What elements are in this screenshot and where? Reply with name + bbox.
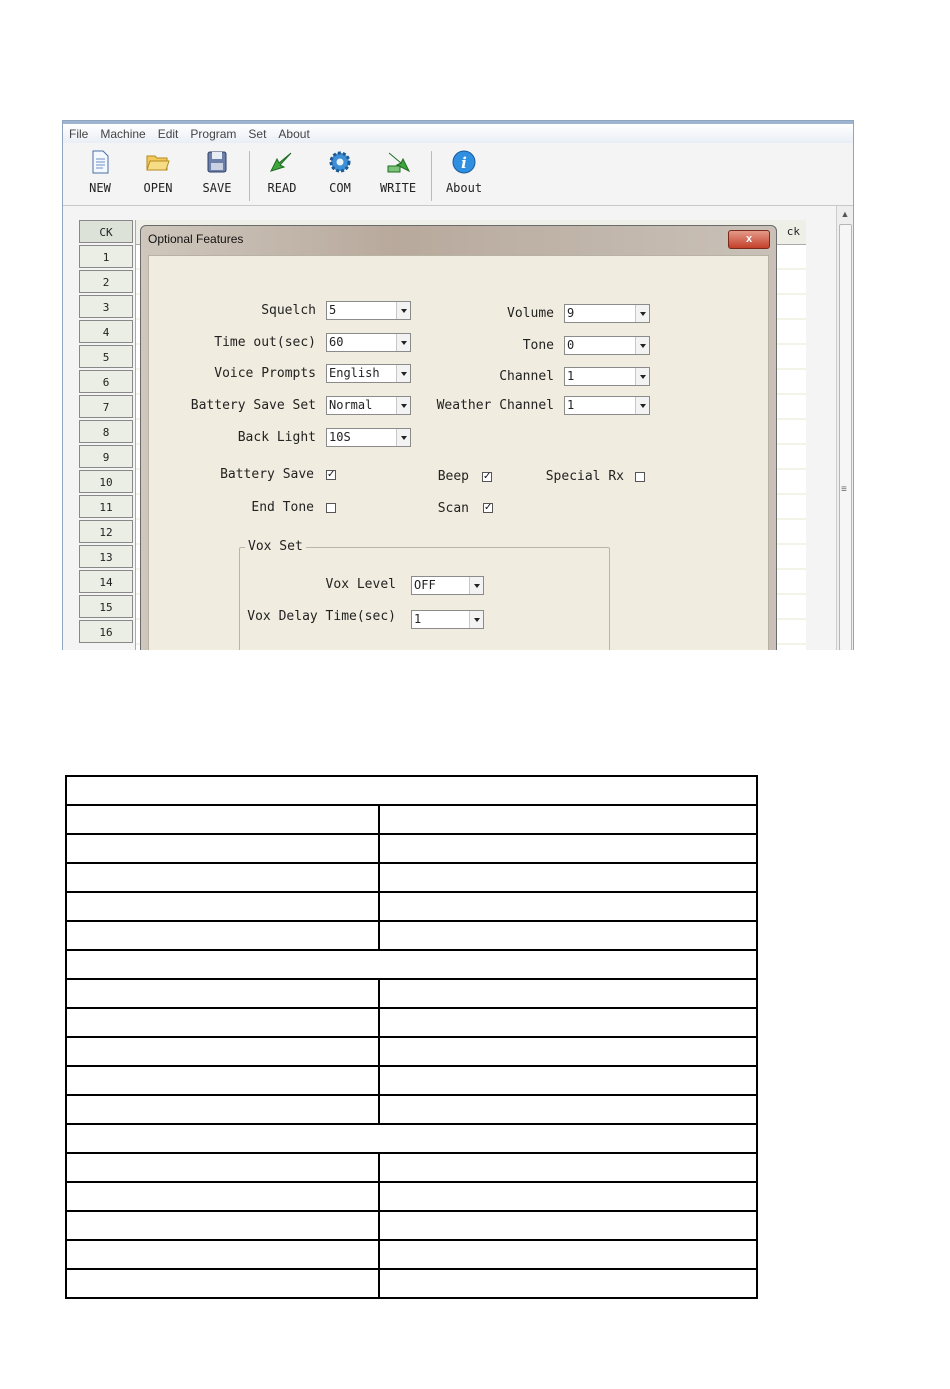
table-row <box>66 1153 757 1182</box>
tone-label: Tone <box>522 338 554 353</box>
new-button[interactable] <box>74 149 126 195</box>
table-cell <box>66 1124 757 1153</box>
chevron-down-icon[interactable] <box>635 337 649 354</box>
table-cell <box>66 1095 379 1124</box>
read-arrow-icon <box>269 149 295 175</box>
row-number[interactable]: 10 <box>79 470 133 493</box>
table-cell <box>66 921 379 950</box>
table-cell <box>379 1008 757 1037</box>
toolbar-separator <box>431 151 432 201</box>
table-cell <box>379 1269 757 1298</box>
table-section-row <box>66 950 757 979</box>
end-tone-label: End Tone <box>251 500 314 515</box>
vox-delay-value: 1 <box>414 612 422 626</box>
volume-select[interactable] <box>564 304 650 323</box>
voice-prompts-value: English <box>329 366 380 380</box>
chevron-down-icon[interactable] <box>635 397 649 414</box>
menu-file[interactable]: File <box>69 126 89 141</box>
table-cell <box>66 1008 379 1037</box>
battery-save-set-label: Battery Save Set <box>190 398 316 413</box>
tone-select[interactable] <box>564 336 650 355</box>
table-cell <box>379 1240 757 1269</box>
menu-machine[interactable]: Machine <box>100 126 146 141</box>
table-row <box>66 1037 757 1066</box>
save-button[interactable] <box>191 149 243 195</box>
save-disk-icon <box>204 149 230 175</box>
timeout-label: Time out(sec) <box>214 335 316 350</box>
chevron-down-icon[interactable] <box>635 305 649 322</box>
chevron-down-icon[interactable] <box>469 577 483 594</box>
back-light-label: Back Light <box>237 430 316 445</box>
channel-select[interactable] <box>564 367 650 386</box>
row-number-column <box>79 220 133 645</box>
chevron-down-icon[interactable] <box>469 611 483 628</box>
app-window <box>62 120 854 650</box>
vox-delay-label: Vox Delay Time(sec) <box>247 609 396 624</box>
battery-save-checkbox[interactable]: ✓ <box>327 469 336 480</box>
new-document-icon <box>87 149 113 175</box>
beep-label: Beep <box>437 469 469 484</box>
table-row <box>66 1182 757 1211</box>
voice-prompts-label: Voice Prompts <box>214 366 316 381</box>
table-row <box>66 1240 757 1269</box>
menu-about[interactable]: About <box>278 126 310 141</box>
table-cell <box>66 1211 379 1240</box>
table-row <box>66 1095 757 1124</box>
menu-set[interactable]: Set <box>248 126 267 141</box>
dialog-body <box>148 255 769 650</box>
squelch-value: 5 <box>329 303 337 317</box>
about-label: About <box>445 181 483 195</box>
chevron-down-icon[interactable] <box>396 334 410 351</box>
table-row <box>66 1269 757 1298</box>
vox-level-value: OFF <box>414 578 436 592</box>
row-number[interactable]: 4 <box>79 320 133 343</box>
table-cell <box>379 1153 757 1182</box>
scan-checkbox[interactable]: ✓ <box>484 502 493 513</box>
table-cell <box>66 979 379 1008</box>
end-tone-checkbox[interactable] <box>326 503 336 513</box>
beep-checkbox[interactable]: ✓ <box>483 471 492 482</box>
table-row <box>66 921 757 950</box>
back-light-value: 10S <box>329 430 351 444</box>
squelch-select[interactable] <box>326 301 411 320</box>
table-cell <box>66 834 379 863</box>
table-cell <box>66 1066 379 1095</box>
menu-program[interactable]: Program <box>190 126 237 141</box>
vox-level-select[interactable] <box>411 576 484 595</box>
table-cell <box>66 776 757 805</box>
chevron-down-icon[interactable] <box>396 397 410 414</box>
table-row <box>66 1008 757 1037</box>
table-cell <box>379 805 757 834</box>
special-rx-checkbox[interactable] <box>635 472 645 482</box>
table-cell <box>379 1095 757 1124</box>
table-cell <box>379 921 757 950</box>
table-section-row <box>66 776 757 805</box>
battery-save-set-value: Normal <box>329 398 373 412</box>
row-number[interactable]: 2 <box>79 270 133 293</box>
table-cell <box>66 1182 379 1211</box>
row-number[interactable]: 6 <box>79 370 133 393</box>
weather-channel-select[interactable] <box>564 396 650 415</box>
table-cell <box>379 1182 757 1211</box>
battery-save-set-select[interactable] <box>326 396 411 415</box>
menu-bar <box>63 121 853 143</box>
open-button[interactable] <box>132 149 184 195</box>
vox-set-group <box>239 547 610 650</box>
table-cell <box>379 863 757 892</box>
squelch-label: Squelch <box>261 303 316 318</box>
channel-value: 1 <box>567 369 575 383</box>
toolbar-separator <box>249 151 250 201</box>
table-cell <box>66 1153 379 1182</box>
row-number[interactable]: 12 <box>79 520 133 543</box>
table-row <box>66 979 757 1008</box>
weather-channel-value: 1 <box>567 398 575 412</box>
back-light-select[interactable] <box>326 428 411 447</box>
chevron-down-icon[interactable] <box>396 429 410 446</box>
vox-delay-select[interactable] <box>411 610 484 629</box>
settings-table <box>65 775 758 1299</box>
open-label: OPEN <box>143 181 173 195</box>
row-number[interactable]: 14 <box>79 570 133 593</box>
table-row <box>66 834 757 863</box>
table-cell <box>66 863 379 892</box>
table-row <box>66 892 757 921</box>
channel-label: Channel <box>499 369 554 384</box>
dialog-title: Optional Features <box>148 232 244 246</box>
table-cell <box>379 834 757 863</box>
row-number[interactable]: 8 <box>79 420 133 443</box>
row-number[interactable]: 11 <box>79 495 133 518</box>
write-arrow-icon <box>385 149 411 175</box>
row-number[interactable]: 5 <box>79 345 133 368</box>
timeout-value: 60 <box>329 335 344 349</box>
optional-features-dialog <box>140 225 777 650</box>
read-button[interactable] <box>256 149 308 195</box>
row-number[interactable]: 13 <box>79 545 133 568</box>
table-cell <box>379 1037 757 1066</box>
tone-value: 0 <box>567 338 575 352</box>
chevron-down-icon[interactable] <box>396 365 410 382</box>
write-button[interactable] <box>372 149 424 195</box>
table-row <box>66 863 757 892</box>
table-cell <box>379 892 757 921</box>
row-number[interactable]: 1 <box>79 245 133 268</box>
scroll-grip-icon: ≡ <box>841 484 847 495</box>
chevron-down-icon[interactable] <box>635 368 649 385</box>
table-cell <box>66 1269 379 1298</box>
weather-channel-label: Weather Channel <box>436 398 554 413</box>
about-button[interactable] <box>438 149 490 195</box>
folder-open-icon <box>145 149 171 175</box>
table-row <box>66 1066 757 1095</box>
row-number[interactable]: 9 <box>79 445 133 468</box>
table-cell <box>66 1037 379 1066</box>
table-cell <box>66 892 379 921</box>
menu-edit[interactable]: Edit <box>157 126 179 141</box>
gear-icon <box>327 149 353 175</box>
table-row <box>66 1211 757 1240</box>
table-cell <box>66 1240 379 1269</box>
vox-set-legend: Vox Set <box>245 539 306 554</box>
row-number[interactable]: 15 <box>79 595 133 618</box>
table-cell <box>379 979 757 1008</box>
column-header-partial: ck <box>786 225 800 238</box>
table-cell <box>379 1066 757 1095</box>
column-header-ck[interactable]: CK <box>79 220 133 243</box>
table-cell <box>66 950 757 979</box>
chevron-down-icon[interactable] <box>396 302 410 319</box>
volume-value: 9 <box>567 306 575 320</box>
vertical-scrollbar[interactable] <box>836 206 853 650</box>
battery-save-label: Battery Save <box>220 467 314 482</box>
vox-level-label: Vox Level <box>325 577 396 592</box>
special-rx-label: Special Rx <box>545 469 624 484</box>
com-button[interactable] <box>314 149 366 195</box>
com-label: COM <box>329 181 351 195</box>
timeout-select[interactable] <box>326 333 411 352</box>
table-cell <box>379 1211 757 1240</box>
volume-label: Volume <box>507 306 554 321</box>
table-row <box>66 805 757 834</box>
scan-label: Scan <box>437 501 469 516</box>
row-number[interactable]: 3 <box>79 295 133 318</box>
voice-prompts-select[interactable] <box>326 364 411 383</box>
new-label: NEW <box>89 181 111 195</box>
table-section-row <box>66 1124 757 1153</box>
toolbar <box>63 143 853 206</box>
info-icon <box>451 149 477 175</box>
svg-text:i: i <box>461 154 467 172</box>
table-cell <box>66 805 379 834</box>
scrollbar-thumb[interactable] <box>839 224 852 650</box>
write-label: WRITE <box>379 181 417 195</box>
read-label: READ <box>267 181 297 195</box>
save-label: SAVE <box>202 181 232 195</box>
row-number[interactable]: 7 <box>79 395 133 418</box>
scroll-up-arrow-icon[interactable]: ▲ <box>840 209 850 219</box>
row-number[interactable]: 16 <box>79 620 133 643</box>
close-button[interactable]: x <box>728 230 770 249</box>
